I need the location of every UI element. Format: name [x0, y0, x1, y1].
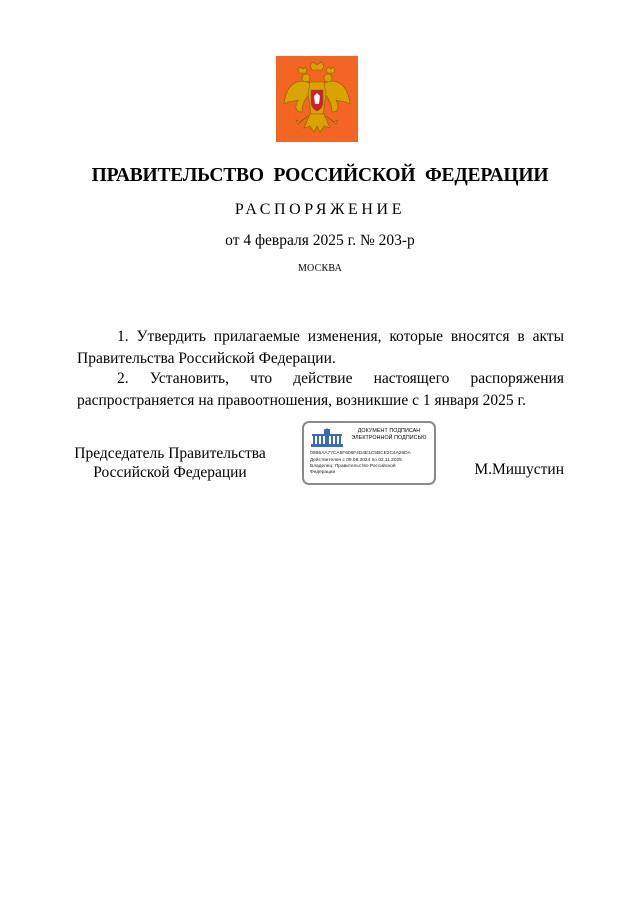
stamp-header-line: ЭЛЕКТРОННОЙ ПОДПИСЬЮ [351, 435, 427, 441]
document-type: РАСПОРЯЖЕНИЕ [234, 201, 406, 218]
order-item-2 [77, 368, 564, 412]
electronic-signature-stamp [302, 421, 436, 485]
stamp-header [344, 428, 434, 442]
government-building-icon [310, 428, 344, 448]
signer-position-line: Российской Федерации [93, 464, 247, 481]
order-item-1 [77, 326, 564, 370]
signer-position [70, 444, 270, 482]
stamp-validity: Действителен с 09.08.2024 по 02.11.2025 [310, 458, 402, 463]
stamp-owner: Владелец: Правительство Российской [310, 464, 396, 469]
document-city: МОСКВА [297, 263, 343, 274]
order-item-number: 2. [117, 370, 129, 387]
order-item-number: 1. [117, 328, 129, 345]
signer-name: М.Мишустин [474, 461, 564, 478]
order-item-text: Установить, что действие настоящего распоряжения распространяется на правоотношения, возникшие с 1 января 2025 г. [77, 370, 564, 409]
stamp-header-line: ДОКУМЕНТ ПОДПИСАН [357, 428, 421, 434]
stamp-owner: Федерации [310, 470, 336, 475]
order-item-text: Утвердить прилагаемые изменения, которые вносятся в акты Правительства Российской Федерации. [77, 328, 564, 367]
government-title: ПРАВИТЕЛЬСТВО РОССИЙСКОЙ ФЕДЕРАЦИИ [91, 165, 549, 186]
coat-of-arms-icon [276, 56, 358, 142]
signer-position-line: Председатель Правительства [74, 445, 266, 462]
document-date-number: от 4 февраля 2025 г. № 203-р [225, 232, 415, 249]
stamp-certificate: 00B5AA77CA5F608F4D4E1C5BCE2C4A26DA [310, 451, 411, 456]
